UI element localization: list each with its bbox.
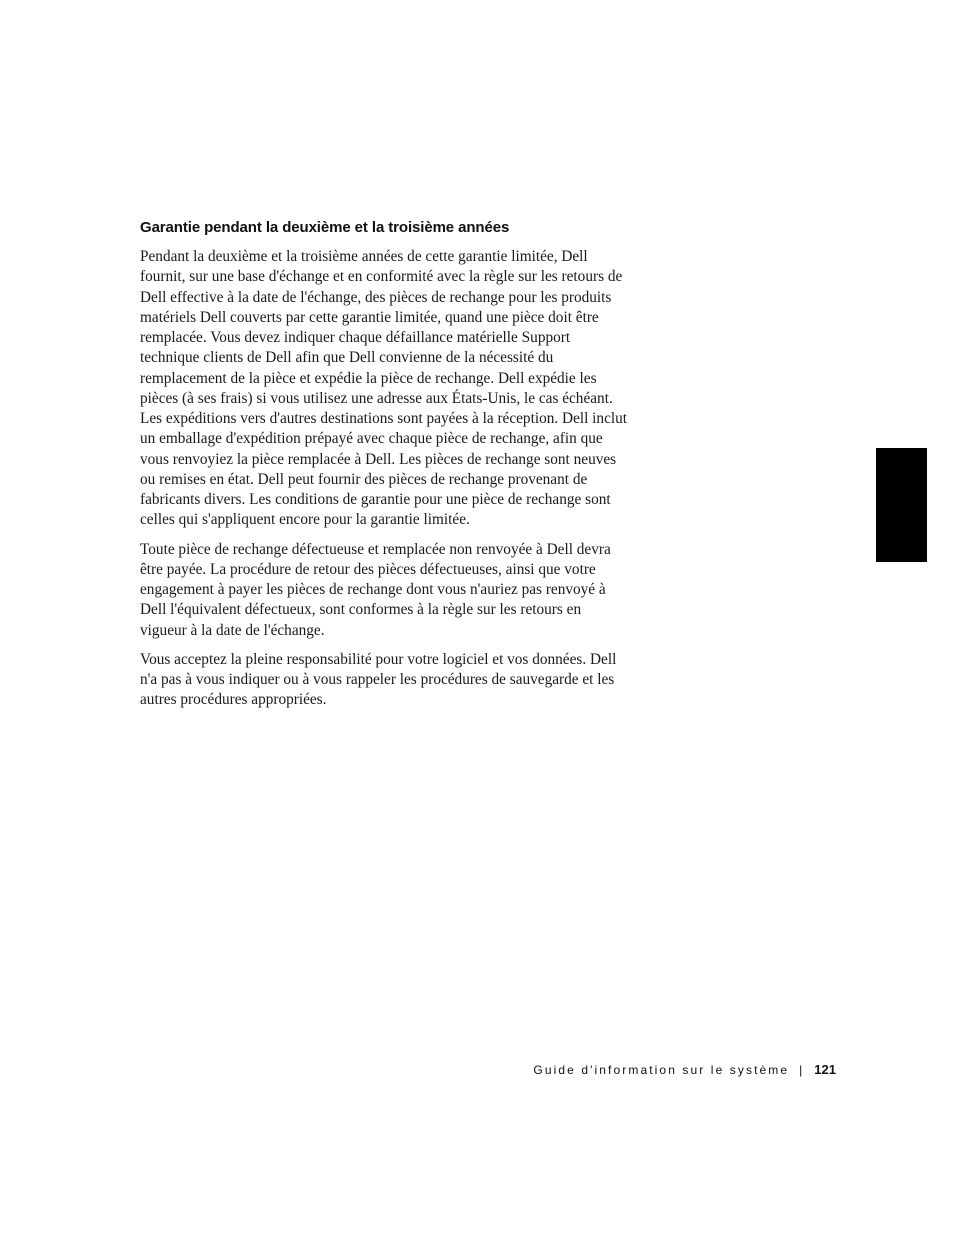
paragraph-data-responsibility: Vous acceptez la pleine responsabilité pour votre logiciel et vos données. Dell n'a pas à vous indiquer ou à vous rappeler les procédures de sauvegarde et les autres procédures appropriées. (140, 650, 617, 709)
page-number: 121 (814, 1062, 836, 1077)
section-title: Garantie pendant la deuxième et la troisième années (140, 219, 510, 236)
paragraph-replacement-parts: Pendant la deuxième et la troisième années de cette garantie limitée, Dell fournit, sur une base d'échange et en conformité avec la règle sur les retours de Dell effective à la date de l'échange, des pièces de rechange pour les produits matériels Dell couverts par cette garantie limitée, quand une pièce doit être remplacée. Vous devez indiquer chaque défaillance matérielle Support technique clients de Dell afin que Dell convienne de la nécessité du remplacement de la pièce et expédie la pièce de rechange. Dell expédie les pièces (à ses frais) si vous utilisez une adresse aux États-Unis, le cas échéant. Les expéditions vers d'autres destinations sont payées à la réception. Dell inclut un emballage d'expédition prépayé avec chaque pièce de rechange, afin que vous renvoyiez la pièce remplacée à Dell. Les pièces de rechange sont neuves ou remises en état. Dell peut fournir des pièces de rechange provenant de fabricants divers. Les conditions de garantie pour une pièce de rechange sont celles qui s'appliquent encore pour la garantie limitée. (140, 248, 628, 529)
footer-separator: | (799, 1063, 803, 1077)
main-content (140, 218, 630, 720)
paragraph-defective-return: Toute pièce de rechange défectueuse et remplacée non renvoyée à Dell devra être payée. La procédure de retour des pièces défectueuses, ainsi que votre engagement à payer les pièces de rechange dont vous n'auriez pas renvoyé à Dell l'équivalent défectueux, sont conformes à la règle sur les retours en vigueur à la date de l'échange. (140, 540, 611, 639)
chapter-thumb-tab (876, 448, 927, 562)
footer-guide-title: Guide d'information sur le système (533, 1063, 790, 1077)
page-footer (533, 1061, 836, 1079)
